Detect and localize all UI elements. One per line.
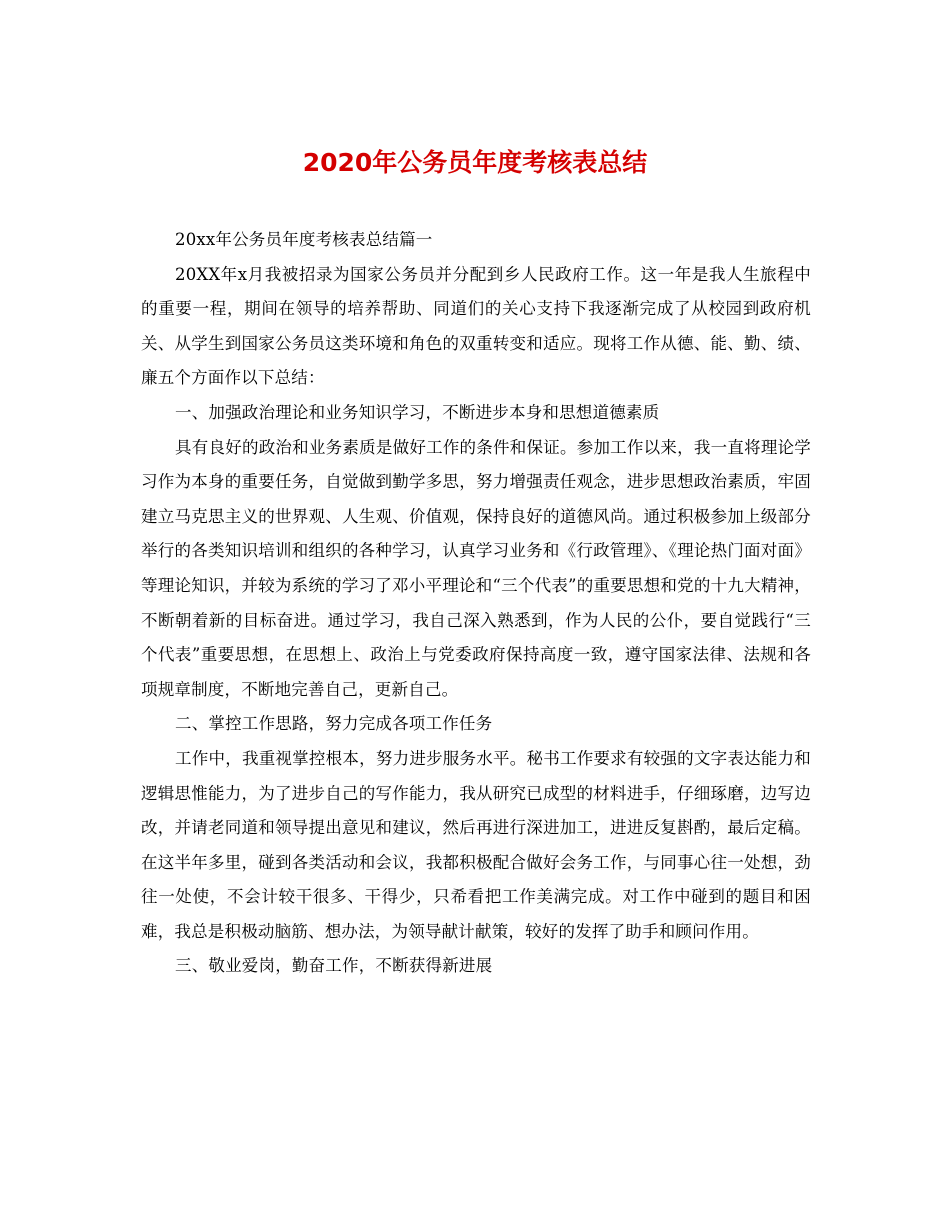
- section-heading-work: 二、掌控工作思路，努力完成各项工作任务: [175, 714, 493, 734]
- section-heading-politics: 一、加强政治理论和业务知识学习，不断进步本身和思想道德素质: [175, 402, 660, 422]
- intro-paragraph: 20XX年x月我被招录为国家公务员并分配到乡人民政府工作。这一年是我人生旅程中的重要一程，期间在领导的培养帮助、同道们的关心支持下我逐渐完成了从校园到政府机关、从学生到国家公务员这类环境和角色的双重转变和适应。现将工作从德、能、勤、绩、廉五个方面作以下总结：: [141, 264, 811, 388]
- document-body: [141, 223, 811, 984]
- document-title: 2020年公务员年度考核表总结: [302, 148, 648, 177]
- section-heading-part-one: 20xx年公务员年度考核表总结篇一: [175, 230, 433, 249]
- section-heading-dedication: 三、敬业爱岗，勤奋工作，不断获得新进展: [175, 956, 493, 976]
- politics-paragraph: 具有良好的政治和业务素质是做好工作的条件和保证。参加工作以来，我一直将理论学习作为本身的重要任务，自觉做到勤学多思，努力增强责任观念，进步思想政治素质，牢固建立马克思主义的世界观、人生观、价值观，保持良好的道德风尚。通过积极参加上级部分举行的各类知识培训和组织的各种学习，认真学习业务和《行政管理》、《理论热门面对面》等理论知识，并较为系统的学习了邓小平理论和“三个代表”的重要思想和党的十九大精神，不断朝着新的目标奋进。通过学习，我自己深入熟悉到，作为人民的公仆，要自觉践行“三个代表”重要思想，在思想上、政治上与党委政府保持高度一致，遵守国家法律、法规和各项规章制度，不断地完善自己，更新自己。: [141, 437, 811, 699]
- work-paragraph: 工作中，我重视掌控根本，努力进步服务水平。秘书工作要求有较强的文字表达能力和逻辑思惟能力，为了进步自己的写作能力，我从研究已成型的材料进手，仔细琢磨，边写边改，并请老同道和领导提出意见和建议，然后再进行深进加工，进进反复斟酌，最后定稿。在这半年多里，碰到各类活动和会议，我都积极配合做好会务工作，与同事心往一处想，劲往一处使，不会计较干很多、干得少，只希看把工作美满完成。对工作中碰到的题目和困难，我总是积极动脑筋、想办法，为领导献计献策，较好的发挥了助手和顾问作用。: [141, 748, 811, 941]
